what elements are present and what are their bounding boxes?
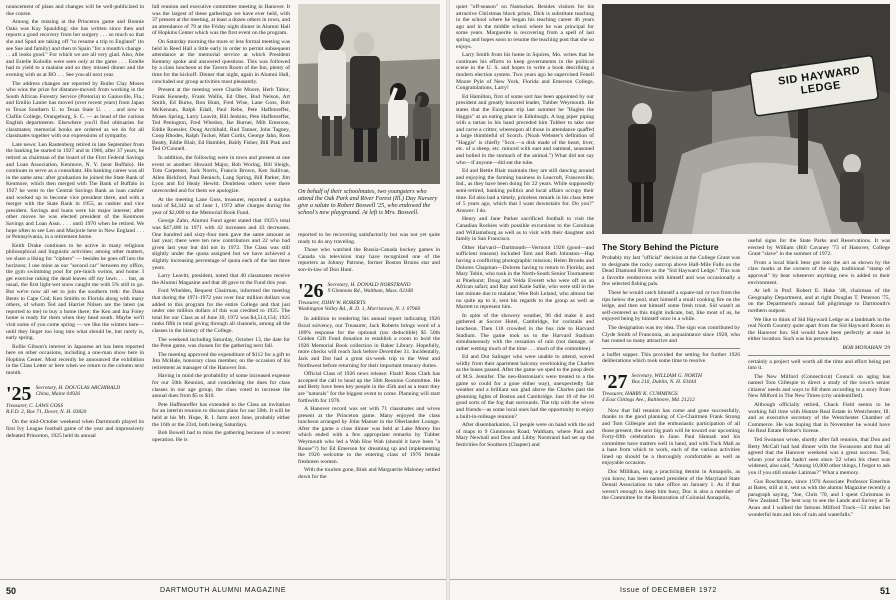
right-col3-para: certainly a project well worth all the time and effort being put into it. <box>748 358 890 372</box>
right-col1-para: Other Harvard—Dartmouth—Vermont 1926 (good—and sufficient reasons) included Tom and Ruth Johnston—Hap having a conflicting photographic mission; Helen Brooks and Dolores Chapman—Dolores having to return to Florida; and Mary Tobin, who took in the North-South Senior Tournament at Pinehurst; Doug and Velda Everett who were off on an African safari; and Ray and Katie Sallie, who were still in the last minute due to malaise; Wee Bob Leland, who almost but no quite up to it, sent his regards to the group as well as Marrett to represent him. <box>456 244 594 311</box>
secretary-name: Secretary, H. DONALD NORSTRAND <box>327 281 411 288</box>
left-col1-para: The address changes are reported by Butler Clay Moses who wins the prize for distance-moved: from working in the South African Forestry Service (Pretoria) to Gainsville, Fla.; and Emilio Lanier has moved (over recent years) from Japan to Texas Southern U. to Texas State U. . . . and now to Claflin College, Orangeburg, S. C. — as head of the various English departments. Elsewhere you'll find obituaries for classmates; memorial books are ordered as we do for all classmates together with our expressions of sympathy. <box>6 80 144 140</box>
right-col2-para: a buffet supper. This provided the setting for further 1926 deliberations which took some time to resolve. <box>602 351 740 365</box>
right-col1-para: Ed Hamilton, first of some sort has been appointed by our president and greatly honored leader, Tubber Weymouth. He states that the European trip last summer he "Hagles the Haggis" at an eating place in Edinburgh. A bag piper piping with a tartan in his hand preceded him Tubber to take one and carve a critter, whereupon all those in attendance quaffed a large thimbleful of Scotch. (Noah Webster's definition of "Haggis" is chiefly "Scot.—a dish made of the heart, liver, etc. of a sheep, etc. minced with suet and oatmeal, seasoned and boiled in the stomach of the animal.") What did not say who—if anyone—did eat the tube. <box>456 93 594 166</box>
story-para: There he would catch himself a square-tail or two from the rips below the pool, start himself a small cooking fire on the ledge, and then eat himself some fresh trout. Sid wasn't as self-centered as this might indicate, but, like most of us, he enjoyed being by himself once in a while. <box>602 289 740 323</box>
right-col2-para: Doc Millikan, long a practicing dentist in Annapolis, as you know, has been named president of the Maryland State Dental Association to take office on January 1. As if that weren't enough to keep him busy, Doc is also a member of the Committee for the Restoration of Colonial Annapolis, <box>602 469 740 502</box>
sid-hayward-ledge-photo <box>602 4 890 234</box>
class-25-header <box>6 382 144 405</box>
right-col3-para: We like to think of Sid Hayward Ledge as a landmark in the real North Country quite apart from the Sid Hayward Room in the Hanover Inn. Sid would have been perfectly at ease in either location. Such was his personality. <box>748 316 890 343</box>
right-col3-para: useful signs for the State Parks and Reservations. It was erected by William (Bill Cavaney '73 of Hanover, College Grant "slave" in the summer of 1972. <box>748 238 890 258</box>
right-col3-para: Ted Swanson wrote, shortly after fall reunion, that Don and Betty McCall had had dinner with the Swansons and that all agreed that the Hanover weekend was a great success. Ted, whom your scribe hadn't seen since '22 when his chest was widened, also said, "Among 10,000 other things, I forgot to ask you if you still smoke Latimas?" What a memory. <box>748 437 891 476</box>
left-column-3 <box>298 232 440 483</box>
class-26-header <box>298 279 440 302</box>
treasurer-name: Treasurer, C. LAWS GOSS <box>6 402 64 409</box>
page-50 <box>0 0 446 600</box>
treasurer-name: Treasurer, HARRY K. CUMMINGS <box>602 390 678 397</box>
left-col2-para: Bob Bowell had to miss the gathering because of a recent operation. He is <box>152 430 290 443</box>
page-51 <box>450 0 896 600</box>
secretary-name: Secretary, H. DOUGLAS ARCHIBALD <box>35 384 121 391</box>
story-para: Probably my last "official" decision at the College Grant was to designate the rocky outcrop above Hall-Mile Falls on the Dead Diamond River as the "Sid Hayward Ledge." This was a favorite rendezvous with himself and was occasionally a few selected fishing pals. <box>602 255 740 288</box>
right-col1-para: After disembarkation, 53 people were on hand with the aid of maps to 9 Gunmoons Road, Waltham, where Paul and Mary Newhall and Don and Libby Norstrand had set up the festivities for Southern (Chapter) and <box>456 422 594 448</box>
right-column-2 <box>602 238 740 504</box>
left-col2-para: The meeting approved the expenditure of $112 for a gift to Jim McHale, honorary class member, on the occasion of his retirement as manager of the Hanover Inn. <box>152 351 290 371</box>
story-divider <box>602 348 740 349</box>
story-title: The Story Behind the Picture <box>602 242 719 252</box>
left-page-footer <box>0 579 446 600</box>
right-col1-para: Ed and Dot Salinger who were unable to attend, waved wildly from their apartment balcony overlooking the Charles as the buses passed. After the game we sped to the poop deck of M.S. Jennifer. The neo-Bostonian's were treated to a the game so could for a gone either way), unexpectedly fair weather and a brilliant sun glad above the Charles past the gleaming lights of Boston and Cambridge. Just 10 of the 10 good sorts of the fog that surrounds. The trip with the wives and friends—as some local ones had the opportunity to enjoy a built-in-mileage reunion? <box>456 354 594 420</box>
treasurer-address: R.F.D. 2, Box 71, Dover, N. H. 03820 <box>6 409 87 416</box>
left-col1-para: nouncement of plans and changes will be well-publicized in due course. <box>6 4 144 17</box>
left-col3-para: Official Class of 1926 news release: Flash! Ross Clark has accepted the call to head up the 50th Reunion Committee. He and Betty have been key people in the 45th and as a team they are "naturals" for the biggest event to come. Planning will start forthwith for 1976. <box>298 371 440 404</box>
left-col1-para: On the mid-October weekend when Dartmouth played its first Ivy League football game of the year and impressively defeated Princeton, 1925 held its annual <box>6 419 144 439</box>
secretary-address: Box 216, Dublin, N. H. 03444 <box>631 379 697 386</box>
right-column-3 <box>748 238 890 520</box>
right-page-footer <box>450 579 896 600</box>
right-col1-para: quiet "off-season" on Nantucket. Besides visitors for his attractive Christmas block prints, Dick is substitute teaching in the school where he began his teaching career 46 years ago and in the middle school where he was principal for some years. Marguerite is recovering from a spell of last spring and hopes soon to resume the teaching post that she so enjoys. <box>456 4 594 50</box>
left-col2-para: Larry Leavitt, president, noted that 40 classmates receive the Alumni Magazine and that 48 gave to the Fund this year. <box>152 273 290 286</box>
left-col2-para: At the meeting Lane Goss, treasurer, reported a surplus total of $4,342 as of June 1, 1972 after charges during the year of $2,000 to the Memorial Book Fund. <box>152 196 290 216</box>
left-col2-para: George Zahn, Alumni Fund agent stated that 1925's total was $47,480 in 1971 with 42 increases and 43 decreases. One hundred and sixty-four men gave the same amount as last year; there were ten new contributors and 22 who had given last year but did not in 1972. The Class was still slightly under the quota assigned but we have achieved a slightly increasing percentage of quota each of the last three years. <box>152 218 290 271</box>
page-number: 50 <box>6 586 17 596</box>
class-year-26: '26 <box>298 279 324 302</box>
class-27-treasurer <box>602 391 740 404</box>
playground-photo-image <box>298 4 440 184</box>
class-year-27: '27 <box>602 370 628 393</box>
class-26-treasurer <box>298 300 440 313</box>
left-col3-para: With the tourists gone, Bink and Marguerite Maloney settled down for the <box>298 467 440 481</box>
left-col2-para: The weekend including Saturday, October 13, the date for the Penn game, was chosen for the gathering next fall. <box>152 336 290 350</box>
right-col3-para: From a local black bear got into the act as shown by the claw marks at the corners of the sign, traditional "stamp of approval" by bear whenever anything new is added to their environment. <box>748 259 890 286</box>
left-col3-para: A Hanover record was set with 71 classmates and wives present at the Princeton game. Many enjoyed the class luncheon arranged by John Manser in the Oberlander Lounge. After the game a class dinner was held at Lake Morey Inn which ended with a few appropriate remarks by Tubber Weymouth who led a Wah Hoo Wah (should it have been "a Rouse"?) for Ed Emerson for dreaming up and implementing the 1926 welcome to the entering class of 1976 female freshmen women. <box>298 406 440 465</box>
class-year-25: '25 <box>6 382 32 405</box>
left-col3-para: In addition to rendering his annual report indicating 1926 fiscal solvency, our Treasurer, Jack Roberts brings word of a 100% response for the optional (tax deductible) $5 50th Golden Gift Fund donation to establish a room to hold the 1926 Memorial Book collection in Baker Library. Hopefully, more checks will reach Jack before December 31. Incidentally, Jack and Dot had a great six-week trip to the West and Northwest before returning for their important treasury duties. <box>298 316 440 369</box>
class-27-header <box>602 370 740 393</box>
story-signature: BOB MONAHAN '29 <box>842 344 890 351</box>
left-col2-para: fall reunion and executive committee meeting in Hanover. It was the largest of these gatherings we have ever held, with 37 present at the meeting, at least a dozen others in town, and an attendance of 79 at the Friday night dinner in Alumni Hall of Hopkins Center which was the first event on the program. <box>152 4 290 37</box>
right-col3-para: Although officially retired, Chuck Field seems to be working full time with Huntze Real Estate in Westchester, Ill. and as executive secretary of the Westchester Chamber of Commerce. He was hoping that in November he would have his Real Estate Broker's license. <box>748 402 890 435</box>
left-col3-para: reported to be recovering satisfactorily but was not yet quite ready to do any traveling. <box>298 232 440 245</box>
left-col1-para: Among the missing at the Princeton game and Bonnie Oaks was Kay Spaulding; she has written since then and reports a good recovery from her surgery . . . so much so that she and Spud are taking off "to resume a trip to England" (to see Sue and family) and then to Spain "for a month's change . . . all looks good." For which we are all very glad. Also, Abe and Estelle Kolodin were seen only at the game . . . Estelle had to yield to a malaise and so they missed dinner and the evening with us at BO . . . See you-all next year. <box>6 19 144 78</box>
publication-name: DARTMOUTH ALUMNI MAGAZINE <box>160 587 287 594</box>
right-column-1 <box>456 4 594 451</box>
right-col3-para: The New Milford (Connecticut) Council on aging has named Tom Gillespie to direct a study of the town's senior citizens' needs and ways to fill them according to a story from New Milford in The New Times (city unidentified). <box>748 373 890 400</box>
left-col2-para: Present at the meeting were Charlie Moore, Herb Tabor, Frank Kennedy, Frank Wallis, Ed Ober, Bud Nelson, Art Smith, Ed Burns, Ron Hunt, Fred Wise, Lane Goss, Bob McKennan, Ralph Edall, Paul Rebe, Pete Haffenreffer, Moses Spring, Larry Leavitt, Bill Jenkins, Pete Haffenreffer, Ted Penington, Fred Whedon, Ike Burner, Milt Emerson, Eddie Roessler, Doug Archibald, Rud Tanner, John Tagney, Coop Rhodes, Ralph Tucker, Matt Curtis, George Jahn, Ross Beatty, Eddie Blair, Ed Hamblet, Baldy Fisher, Bill Ptak and Ted O'Connell. <box>152 87 290 153</box>
left-column-1 <box>6 4 144 441</box>
playground-photo-caption: On behalf of their schoolmates, two youngsters who attend the Oak Park and River Forest (Ill.) Day Nursery give a salute to Robert Boswell '25, who endowed the school's new playground. At left is Mrs. Boswell. <box>298 188 438 216</box>
secretary-address: China, Maine 04926 <box>35 391 81 398</box>
left-col2-para: Having in mind the probability of some increased expense for our 50th Reunion, and considering the dues for class classes in our age group, the class voted to increase the annual dues from $5 to $10. <box>152 373 290 400</box>
right-col1-para: In spite of the showery weather, 96 did make it and gathered at Soccer Hotel, Cambridge, for cocktails and luncheon. Then 118 crowded in the bus ride to Harvard Stadium. The game took us to the Harvard Stadium simultaneously with the cessation of rain (not damage, or rather wetting much of the time . . . much of the committee). <box>456 312 594 352</box>
right-col1-para: Henry and Jane Parker sacrificed football to visit the Canadian Rockies with possible excursions to the Carolinas and Williamsburg as well as to visit with their daughter and family in San Francisco. <box>456 216 594 243</box>
story-para: The designation was my idea. The sign was contributed by Clyde Smith of Franconia, an acquaintance since 1928, who has routed so many attractive and <box>602 324 740 345</box>
left-col2-para: Ford Whelden, Bequest Chairman, informed the meeting that during the 1971-1972 year over four million dollars was added to this program for the entire College and that just under one million dollars of this was credited to 1925. The total for our Class as of June 30, 1972 was $4,514,154; 1925 ranks fifth in total giving through all channels, among all the classes in the history of the College. <box>152 288 290 334</box>
right-col3-para: At left is Prof. Robert E. Huke '48, chairman of the Geography Department, and at right Douglas T. Peterson '75, on the Department's annual fall pilgrimage to Dartmouth's northern outpost. <box>748 288 890 314</box>
left-col1-para: Rollie Gibson's interest in Japanese art has been reported here on other occasions, including a one-man show here in Hopkins Center. Most recently he announced the exhibition in the Class Letter or here when we return to the column next month. <box>6 343 144 377</box>
right-col1-para: Ed and Bettie Blair maintain they are still dancing around and enjoying the farming business in Leacroft, Francesville, Ind., as they have been doing for 22 years. While supposedly semi-retired, banking politics and local affairs occupy their time. Ed also had a timely, priceless remark in his class letter of 5 years ago, which that I want downstairs for. Do you?" Answer: I do. <box>456 168 594 214</box>
issue-date: Issue of DECEMBER 1972 <box>620 587 717 594</box>
left-col2-para: On Saturday morning the more or less formal meeting was held in Reed Hall a little early in order to permit subsequent attendance at the memorial service at which President Kemeny spoke and answered questions. This was followed by a class luncheon at the Tavern Room of the Inn, plenty of time for the kickoff. Dinner that night, again in Alumni Hall, concluded our group activities most pleasantly. <box>152 38 290 85</box>
left-col1-para: Late news: Len Rautenberg retired in late September from the banking he started in 1927 and in 1966, after 37 years, he retired as chairman of the board of the First Federal Savings and Loan Association, Kenmore, N. Y. (near Buffalo). He continues to serve as a consultant. His banking career was all in the same area: after graduation he joined the State Bank of Kenmore, which then merged with The Bank of Buffalo in 1927 he went to the Central Savings Bank as loan cashier and worked up to become vice president there, and with a merger with the State Bank in 1955, as cashier and vice president. Savings and loans were his major interest; after other moves he was elected president of the Kenmore Savings and Loan Assn. . . . until 1970 when he retired. We hope often to see Len and Marjorie here in New England . . . or Pennsylvania, in a retirement home. <box>6 141 144 241</box>
left-col2-para: In addition, the following were in town and present at one event or another: Howard Major, Bob Woring, Bill Sleigh, Tom Carpenter, Jack Norris, Francis Brown, Ken Sullivan, Allen Bickford, Paul Beninch, Lang Spring, Bill Parker, Jim Lyon and Ed Healy Hewitt. Doubtless others were there unrecorded and for them we apologize. <box>152 155 290 195</box>
left-col2-para: Pete Haffenreffer has extended to the Class an invitation for an interim reunion to discuss plans for our 50th. It will be held at his Mt. Hope, R. I. farm next June, probably either the 16th or the 23rd, both being Saturdays. <box>152 401 290 428</box>
story-divider <box>748 355 890 356</box>
secretary-name: Secretary, WILLIAM G. NORTH <box>631 372 702 379</box>
class-25-treasurer <box>6 403 144 416</box>
right-col2-para: Now that fall reunion has come and gone successfully, thanks to the good planning of Co-Chairmen Frank Strong and Tom Gillespie and the enthusiastic participation of all those present, the next big push will be toward our upcoming Forty-fifth celebration in June. Paul Hannah and his committee have matters well in hand, and with Tuck Mall as a base from which to work, each of the various activities lined up should be a thoroughly comfortable as well as enjoyable occasion. <box>602 407 740 467</box>
ledge-sign-text: SID HAYWARD LEDGE <box>777 64 861 97</box>
treasurer-address: 4 East Gittings Ave., Baltimore, Md. 21212 <box>602 397 695 404</box>
treasurer-address: Washington Valley Rd., R. D. 1, Morristown, N. J. 07960 <box>298 305 421 312</box>
treasurer-name: Treasurer, JOHN W. ROBERTS <box>298 299 366 306</box>
right-col3-para: Gus Boschmann, since 1970 Associate Professor Emeritus at Bates, still at it, sent us with the alumni Magazine recently a paragraph saying, "Joe, Chris '70, and I spent Christmas in New Zealand. The best way to see the Lands and Survey at Te Anau and I walked the famous Milford Track—53 miles but wonderful huts and lots of rain and waterfalls." <box>748 478 890 518</box>
ledge-photo-image <box>602 4 890 234</box>
page-number: 51 <box>879 586 890 596</box>
left-col1-para: Keith Drake continues to be active in many religious philosophical and linguistic activities; among other matters, we share a liking for "ciphers" — besides he goes off into the horizons; I use mine as our "second car" between my office, the gym swimming pool for pre-lunch swims, and home. I get exercise raking the dead leaves off my lawn . . . but, as usual, the first light-wet snow caught me with 5% still to go. But we're now all set to join the southern trek: the Dana Bents to Cape Cod; Ken Smiths to Florida along with many others, of whom Ted and Harriet Nilsen are the latest (as reported to me) to buy a home there; the Ken and Ina Foley home is ready for them when they head south. Maybe we'll visit some of you come spring — we like the winters here—until they linger too long into what should be, but rarely is, early spring. <box>6 242 144 342</box>
right-col1-para: Larry Smith from his home in Squires, Mo. writes that he continues his efforts to keep governments in the political scene in the U. S. and hopes to write a book describing a modern election system. Two years ago he supervised Fenell Moore Pyle of New York, Florida and Emerson College, Congratulations, Larry! <box>456 52 594 92</box>
left-column-2 <box>152 4 290 445</box>
secretary-address: 9 Gimmons Rd., Waltham, Mass. 02168 <box>327 287 413 294</box>
playground-photo <box>298 4 440 184</box>
left-col3-para: Those who watched the Russia-Canada hockey games in Canada via television may have recognized one of the reporters as Johnny Patrone, former Boston Bruins star and son-in-law of Don Hunt. <box>298 247 440 273</box>
